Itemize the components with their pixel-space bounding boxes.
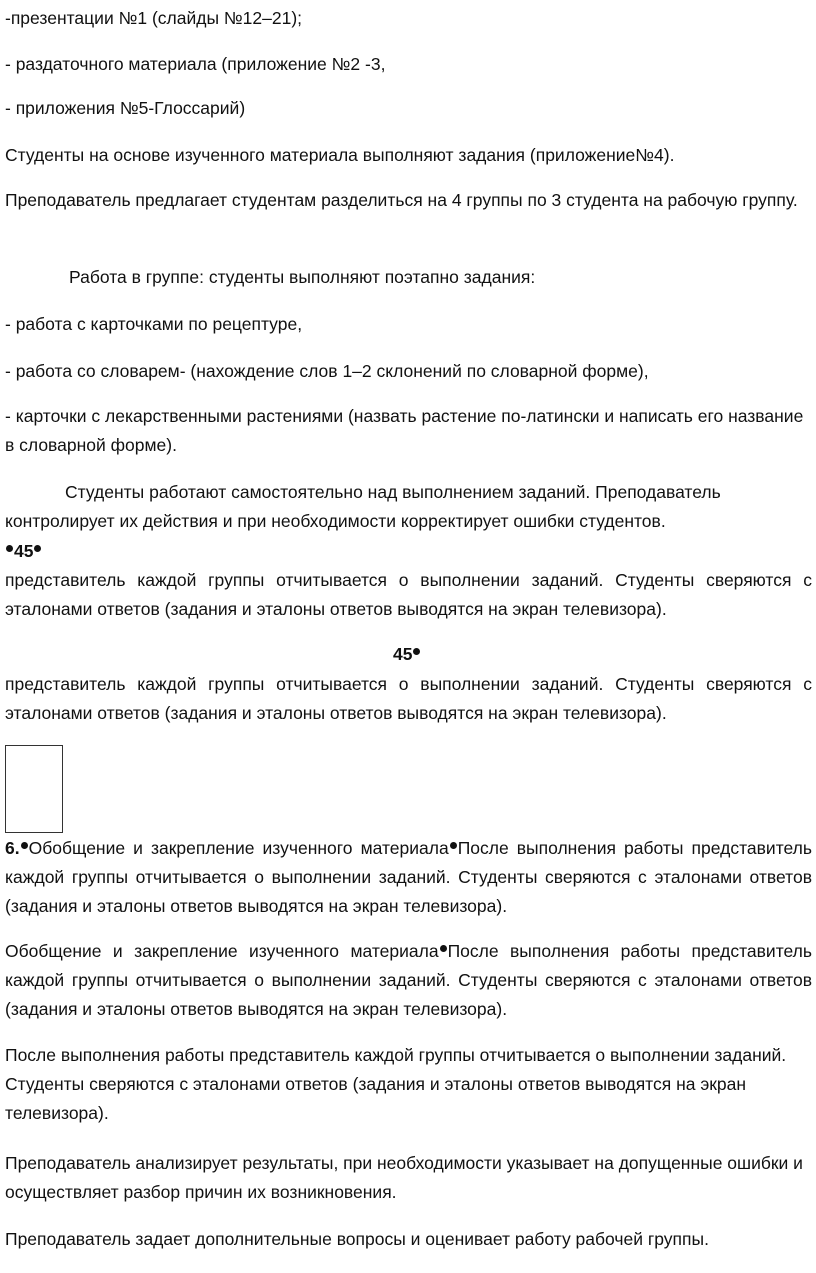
- paragraph-report-2: представитель каждой группы отчитывается о выполнении заданий. Студенты сверяются с эталонами ответов (задания и эталоны ответов выводятся на экран телевизора).: [5, 674, 812, 723]
- section-after-text: После выполнения работы: [457, 838, 684, 858]
- summary-body: представитель каждой группы отчитывается о выполнении заданий. Студенты сверяются с эталонами ответов (задания и эталоны ответов выводятся на экран телевизора).: [5, 941, 812, 1019]
- bullet-icon: [450, 842, 457, 849]
- paragraph-report-3: После выполнения работы представитель каждой группы отчитывается о выполнении заданий. Студенты сверяются с эталонами ответов (задания и эталоны ответов выводятся на экран телевизора).: [5, 1045, 787, 1123]
- paragraph-tasks: Студенты на основе изученного материала выполняют задания (приложение№4).: [5, 145, 675, 165]
- list-item-glossary: - приложения №5-Глоссарий): [5, 98, 246, 118]
- bullet-icon: [6, 545, 13, 552]
- section-6-block: [5, 834, 812, 921]
- bullet-icon: [440, 945, 447, 952]
- bullet-icon: [21, 842, 28, 849]
- summary-after-text: После выполнения работы: [447, 941, 681, 961]
- bullet-icon: [34, 545, 41, 552]
- section-body: представитель каждой группы отчитывается о выполнении заданий. Студенты сверяются с эталонами ответов (задания и эталоны ответов выводятся на экран телевизора).: [5, 838, 812, 916]
- paragraph-groups: Преподаватель предлагает студентам разделиться на 4 группы по 3 студента на рабочую группу.: [5, 190, 798, 210]
- section-title: Обобщение и закрепление изученного материала: [28, 838, 449, 858]
- paragraph-independent-work: Студенты работают самостоятельно над выполнением заданий. Преподаватель контролирует их действия и при необходимости корректирует ошибки студентов.: [5, 482, 721, 531]
- list-item-plant-cards: - карточки с лекарственными растениями (назвать растение по-латински и написать его название в словарной форме).: [5, 406, 804, 455]
- paragraph-report-1: представитель каждой группы отчитывается о выполнении заданий. Студенты сверяются с эталонами ответов (задания и эталоны ответов выводятся на экран телевизора).: [5, 570, 812, 619]
- empty-image-frame: [5, 745, 63, 833]
- paragraph-group-work: Работа в группе: студенты выполняют поэтапно задания:: [69, 267, 536, 287]
- section-number: 6.: [5, 838, 20, 858]
- list-item-presentation: -презентации №1 (слайды №12–21);: [5, 8, 303, 28]
- centered-number-45: [393, 640, 421, 669]
- paragraph-questions: Преподаватель задает дополнительные вопросы и оценивает работу рабочей группы.: [5, 1229, 709, 1249]
- bullet-icon: [413, 648, 420, 655]
- bullet-number-45: [5, 537, 42, 566]
- number-label: 45: [14, 541, 34, 561]
- summary-title: Обобщение и закрепление изученного материала: [5, 941, 439, 961]
- paragraph-summary-block: [5, 937, 812, 1024]
- list-item-dictionary: - работа со словарем- (нахождение слов 1–2 склонений по словарной форме),: [5, 361, 649, 381]
- list-item-handout: - раздаточного материала (приложение №2 -3,: [5, 54, 386, 74]
- paragraph-analysis: Преподаватель анализирует результаты, при необходимости указывает на допущенные ошибки и осуществляет разбор причин их возникновения.: [5, 1153, 803, 1202]
- list-item-recipe-cards: - работа с карточками по рецептуре,: [5, 314, 303, 334]
- number-label: 45: [393, 644, 413, 664]
